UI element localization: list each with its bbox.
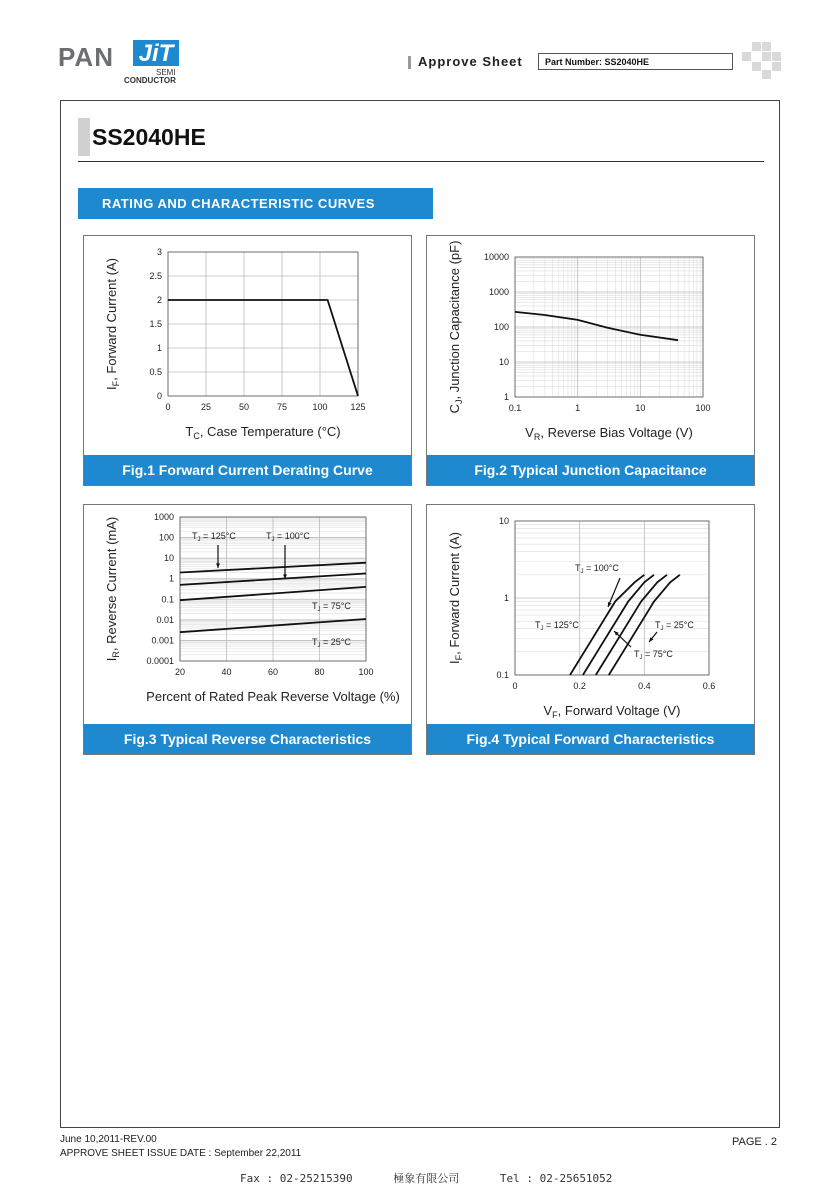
y-tick-label: 10 <box>498 357 509 367</box>
x-tick-label: 0.2 <box>573 681 586 691</box>
y-tick-label: 1.5 <box>149 319 162 329</box>
company-text: 極象有限公司 <box>393 1172 460 1185</box>
annotation-arrowhead <box>608 602 612 607</box>
annotation-tj-75: $T_J = 75^\circ C$ <box>312 601 351 613</box>
title-tab <box>78 118 90 156</box>
x-tick-label: 100 <box>358 667 374 677</box>
figure-caption: Fig.1 Forward Current Derating Curve <box>84 455 411 485</box>
annotation-tj-125: $T_J = 125^\circ C$ <box>535 620 579 632</box>
figure-2-panel <box>426 235 755 486</box>
y-tick-label: 100 <box>158 532 174 543</box>
approve-sheet-label: Approve Sheet <box>418 54 523 69</box>
issue-date-text: APPROVE SHEET ISSUE DATE : September 22,2011 <box>60 1148 302 1159</box>
annotation-tj-125: $T_J = 125^\circ C$ <box>192 531 236 543</box>
x-tick-label: 50 <box>238 402 250 412</box>
x-tick-label: 100 <box>695 403 711 413</box>
annotation-tj-75: $T_J = 75^\circ C$ <box>634 649 673 661</box>
y-tick-label: 0.5 <box>149 367 162 377</box>
y-tick-label: 1 <box>503 593 509 603</box>
fig1-derating-chart <box>84 236 413 456</box>
x-tick-label: 0.4 <box>638 681 651 691</box>
x-tick-label: 125 <box>350 402 366 412</box>
x-tick-label: 0 <box>165 402 171 412</box>
x-tick-label: 20 <box>174 667 186 677</box>
y-tick-label: 1 <box>168 573 174 584</box>
x-tick-label: 0 <box>512 681 518 691</box>
logo-semi-text: SEMI <box>156 68 176 77</box>
annotation-tj-25: $T_J = 25^\circ C$ <box>312 637 351 649</box>
x-tick-label: 25 <box>200 402 212 412</box>
contact-line <box>240 1170 646 1186</box>
fig3-reverse-chart <box>84 505 413 725</box>
x-tick-label: 60 <box>267 667 279 677</box>
y-tick-label: 0.0001 <box>146 656 174 666</box>
y-axis-label: $C_J$, Junction Capacitance (pF) <box>447 240 464 414</box>
x-axis-label: $T_C$, Case Temperature (°C) <box>185 424 341 441</box>
page-number: PAGE . 2 <box>732 1136 778 1148</box>
y-tick-label: 10 <box>498 516 509 526</box>
figure-4-panel <box>426 504 755 755</box>
x-tick-label: 10 <box>635 403 646 413</box>
logo-pan-text: PAN <box>58 42 114 72</box>
y-tick-label: 10 <box>163 553 174 564</box>
y-axis-label: $I_F$, Forward Current (A) <box>447 532 464 664</box>
part-number-box: Part Number: SS2040HE <box>538 53 733 70</box>
figure-3-panel <box>83 504 412 755</box>
x-tick-label: 1 <box>575 403 581 413</box>
x-axis-label: $V_F$, Forward Voltage (V) <box>543 703 681 720</box>
x-tick-label: 40 <box>221 667 232 677</box>
annotation-arrowhead <box>216 563 220 568</box>
chart-grid <box>515 257 703 397</box>
figure-caption: Fig.3 Typical Reverse Characteristics <box>84 724 411 754</box>
chart-grid <box>168 252 358 396</box>
y-tick-label: 1000 <box>153 512 174 522</box>
section-heading: RATING AND CHARACTERISTIC CURVES <box>78 188 433 219</box>
y-axis-label: $I_F$, Forward Current (A) <box>104 258 121 390</box>
y-axis-label: $I_R$, Reverse Current (mA) <box>104 516 121 662</box>
y-tick-label: 0.001 <box>151 635 174 646</box>
y-tick-label: 2.5 <box>149 271 162 281</box>
y-tick-label: 2 <box>156 295 162 305</box>
y-tick-label: 100 <box>493 322 509 332</box>
figure-1-panel <box>83 235 412 486</box>
x-axis-label: Percent of Rated Peak Reverse Voltage (%) <box>146 689 400 704</box>
logo-jit-text: JiT <box>133 40 179 66</box>
y-tick-label: 3 <box>156 247 162 257</box>
x-tick-label: 75 <box>276 402 288 412</box>
x-tick-label: 100 <box>312 402 328 412</box>
y-tick-label: 0.1 <box>161 594 174 605</box>
y-tick-label: 1000 <box>488 287 509 297</box>
annotation-tj-100: $T_J = 100^\circ C$ <box>266 531 310 543</box>
panjit-logo <box>58 40 183 88</box>
series-line <box>570 575 644 675</box>
x-tick-label: 0.6 <box>702 681 716 691</box>
logo-conductor-text: CONDUCTOR <box>124 76 176 85</box>
y-tick-label: 1 <box>503 392 509 402</box>
x-tick-label: 80 <box>314 667 325 677</box>
fig2-capacitance-chart <box>427 236 756 456</box>
y-tick-label: 0.1 <box>496 670 509 680</box>
y-tick-label: 10000 <box>483 252 509 262</box>
figure-caption: Fig.4 Typical Forward Characteristics <box>427 724 754 754</box>
fax-text: Fax : 02-25215390 <box>240 1172 353 1185</box>
approve-marker <box>408 56 411 69</box>
y-tick-label: 0 <box>156 391 162 401</box>
x-axis-label: $V_R$, Reverse Bias Voltage (V) <box>525 425 693 442</box>
page-title: SS2040HE <box>92 124 206 150</box>
annotation-tj-25: $T_J = 25^\circ C$ <box>655 620 694 632</box>
x-tick-label: 0.1 <box>508 403 522 413</box>
y-tick-label: 1 <box>156 343 162 353</box>
fig4-forward-chart <box>427 505 756 725</box>
revision-text: June 10,2011-REV.00 <box>60 1134 157 1145</box>
annotation-tj-100: $T_J = 100^\circ C$ <box>575 563 619 575</box>
decorative-squares-icon <box>740 42 782 80</box>
tel-text: Tel : 02-25651052 <box>499 1172 613 1185</box>
title-divider <box>78 161 764 162</box>
figure-caption: Fig.2 Typical Junction Capacitance <box>427 455 754 485</box>
y-tick-label: 0.01 <box>156 614 174 625</box>
